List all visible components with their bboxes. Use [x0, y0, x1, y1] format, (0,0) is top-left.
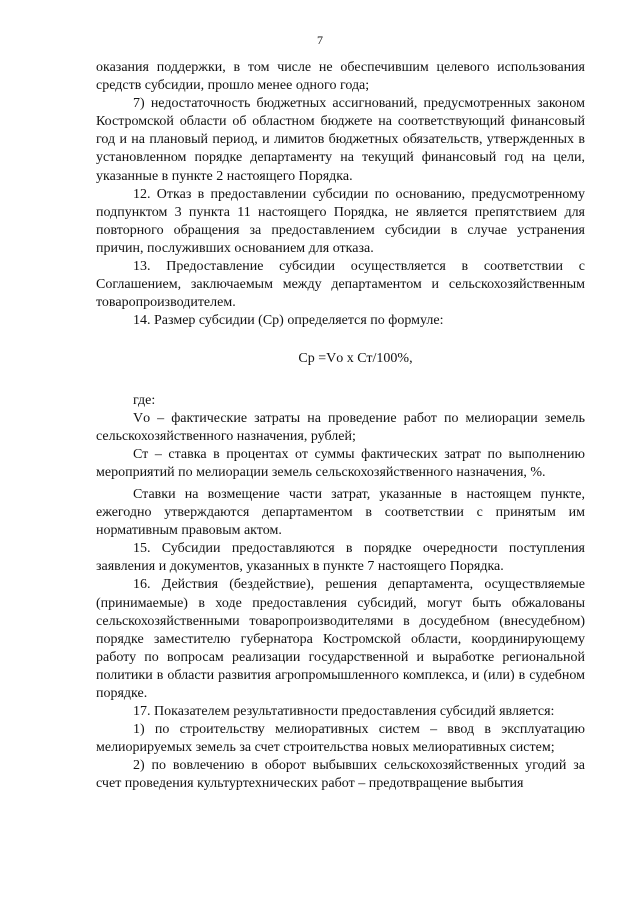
paragraph: 7) недостаточность бюджетных ассигнований, предусмотренных законом Костромской области об областном бюджете на соответствующий финансовый год и на плановый период, и лимитов бюджетных обязательств, утвержденных в установленном порядке департаменту на текущий финансовый год на цели, указанные в пункте 2 настоящего Порядка. [96, 96, 585, 184]
paragraph: 14. Размер субсидии (Ср) определяется по формуле: [133, 313, 444, 329]
paragraph: 13. Предоставление субсидии осуществляется в соответствии с Соглашением, заключаемым между департаментом и сельскохозяйственным товаропроизводителем. [96, 259, 585, 311]
page-number: 7 [317, 33, 323, 47]
formula: Ср =Vо х Ст/100%, [298, 351, 413, 367]
paragraph: 17. Показателем результативности предоставления субсидий является: [133, 704, 555, 720]
formula-variable-definition: Ст – ставка в процентах от суммы фактических затрат по выполнению мероприятий по мелиорации земель сельскохозяйственного назначения, %. [96, 446, 585, 480]
paragraph: 16. Действия (бездействие), решения департамента, осуществляемые (принимаемые) в ходе предоставления субсидий, могут быть обжалованы сельскохозяйственными товаропроизводителями в досудебном (внесудебном) порядке заместителю губернатора Костромской области, координирующему работу по вопросам реализации государственной и выработке региональной политики в области развития агропромышленного комплекса, и (или) в судебном порядке. [96, 577, 585, 701]
list-item: 2) по вовлечению в оборот выбывших сельскохозяйственных угодий за счет проведения культуртехнических работ – предотвращение выбытия [96, 758, 585, 792]
list-item: 1) по строительству мелиоративных систем – ввод в эксплуатацию мелиорируемых земель за счет строительства новых мелиоративных систем; [96, 722, 585, 756]
paragraph: оказания поддержки, в том числе не обеспечившим целевого использования средств субсидии, прошло менее одного года; [96, 60, 585, 94]
paragraph: Ставки на возмещение части затрат, указанные в настоящем пункте, ежегодно утверждаются департаментом в соответствии с принятым им нормативным правовым актом. [96, 486, 585, 539]
paragraph: 12. Отказ в предоставлении субсидии по основанию, предусмотренному подпунктом 3 пункта 11 настоящего Порядка, не является препятствием для повторного обращения за предоставлением субсидии в случае устранения причин, послуживших основанием для отказа. [96, 186, 585, 256]
formula-where-label: где: [133, 392, 156, 408]
paragraph: 15. Субсидии предоставляются в порядке очередности поступления заявления и документов, указанных в пункте 7 настоящего Порядка. [96, 541, 585, 575]
formula-variable-definition: Vо – фактические затраты на проведение работ по мелиорации земель сельскохозяйственного назначения, рублей; [96, 410, 585, 444]
document-body [96, 59, 585, 794]
